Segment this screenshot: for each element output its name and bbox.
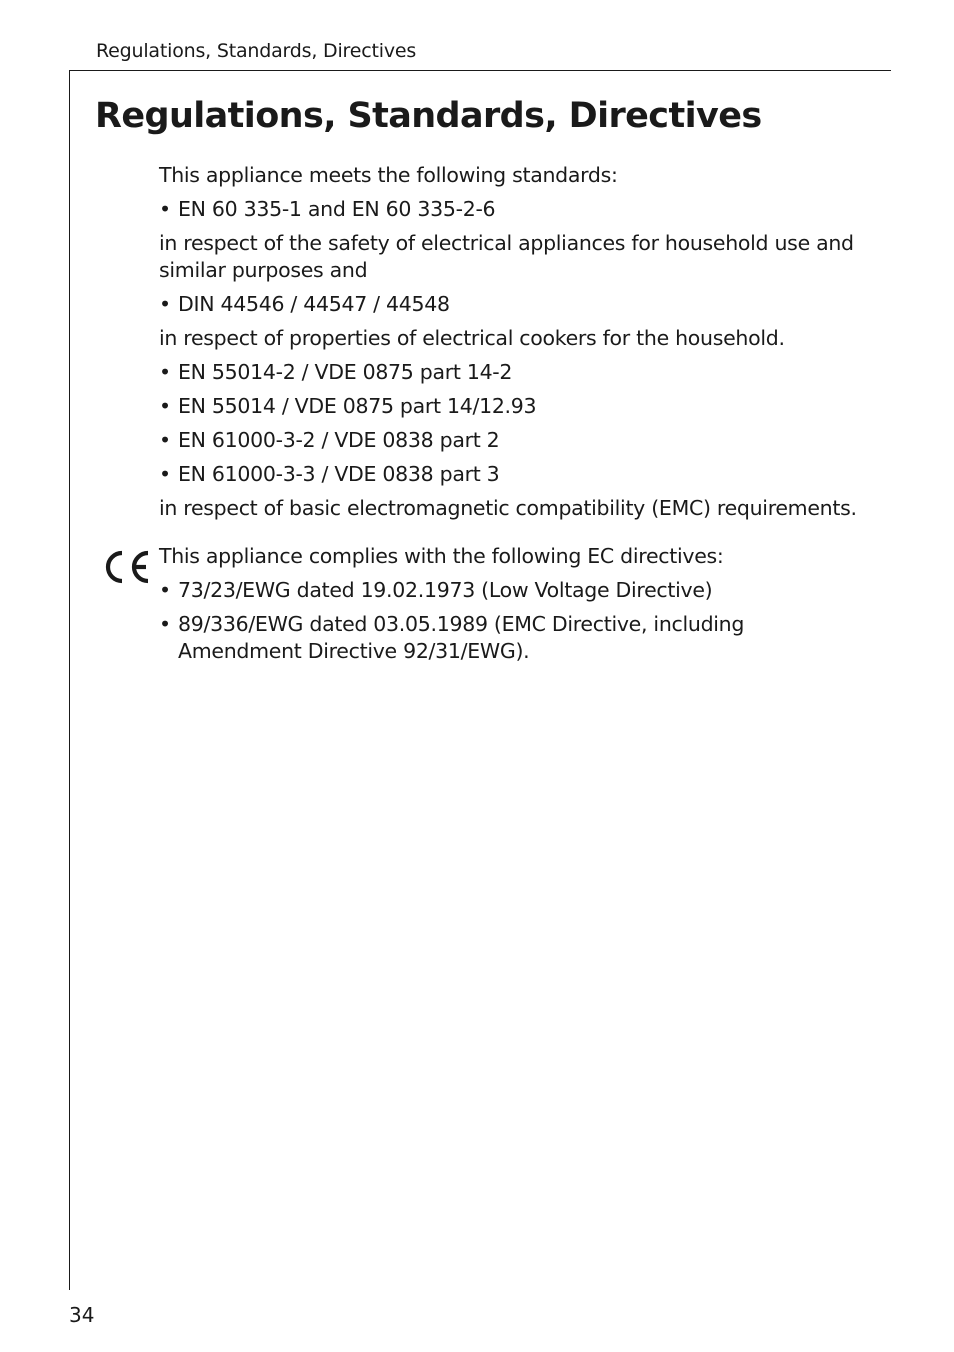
directive-item: • 89/336/EWG dated 03.05.1989 (EMC Directive, including Amendment Directive 92/31/EWG).	[159, 611, 869, 665]
standard-item: • EN 61000-3-3 / VDE 0838 part 3	[159, 461, 869, 488]
side-rule	[69, 70, 70, 1290]
standards-intro: This appliance meets the following standards:	[159, 163, 618, 187]
standard-item: • EN 60 335-1 and EN 60 335-2-6	[159, 196, 869, 223]
directives-section	[159, 543, 869, 672]
standard-item: • DIN 44546 / 44547 / 44548	[159, 291, 869, 318]
standards-note: in respect of properties of electrical cookers for the household.	[159, 326, 785, 350]
ce-mark-icon	[103, 549, 151, 585]
directive-item: • 73/23/EWG dated 19.02.1973 (Low Voltage Directive)	[159, 577, 869, 604]
standard-item: • EN 55014-2 / VDE 0875 part 14-2	[159, 359, 869, 386]
header-rule	[69, 70, 891, 71]
standard-item: • EN 55014 / VDE 0875 part 14/12.93	[159, 393, 869, 420]
page-number: 34	[69, 1303, 95, 1327]
standards-note: in respect of the safety of electrical appliances for household use and similar purposes and	[159, 231, 854, 282]
directives-intro: This appliance complies with the following EC directives:	[159, 544, 724, 568]
standards-note: in respect of basic electromagnetic compatibility (EMC) requirements.	[159, 496, 857, 520]
running-header: Regulations, Standards, Directives	[96, 40, 417, 62]
standards-section	[159, 162, 869, 529]
standard-item: • EN 61000-3-2 / VDE 0838 part 2	[159, 427, 869, 454]
page-title: Regulations, Standards, Directives	[95, 96, 762, 136]
